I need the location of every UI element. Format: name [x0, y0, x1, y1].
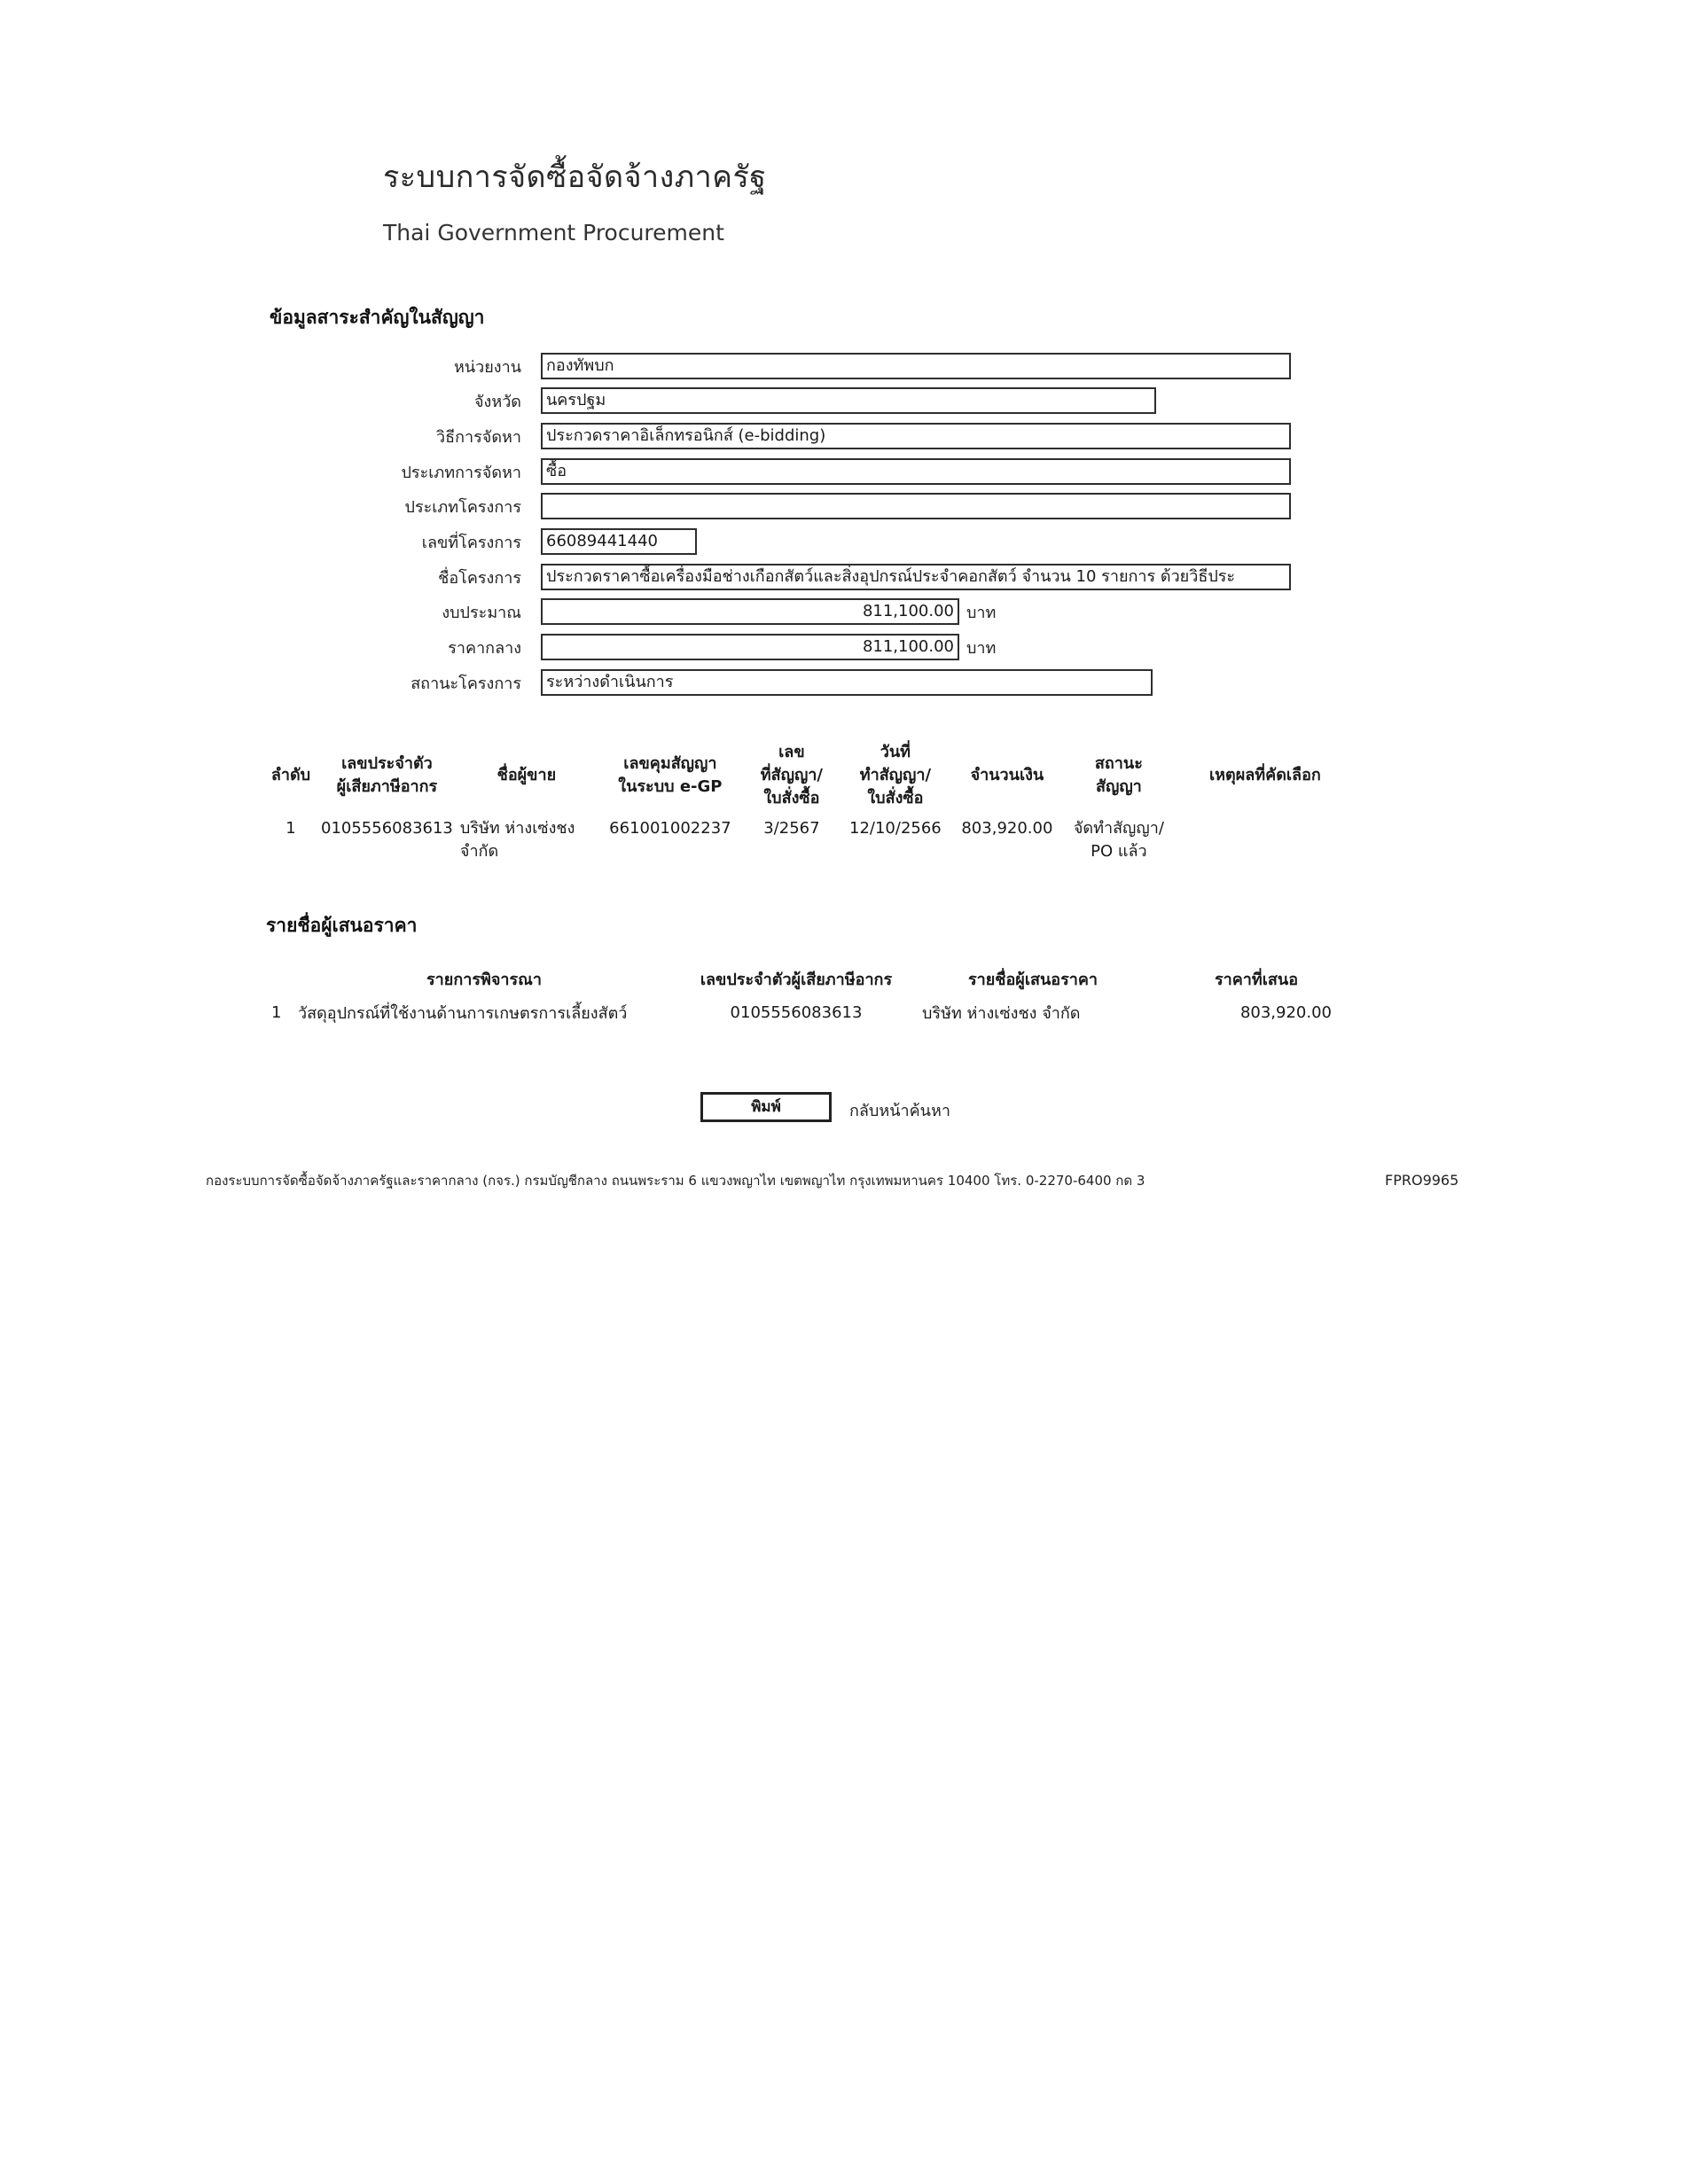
procurement-type-row: [266, 456, 1291, 487]
contract-info-heading: ข้อมูลสาระสำคัญในสัญญา: [270, 307, 485, 328]
cell-contract-no: 3/2567: [763, 819, 820, 838]
procurement-type-field[interactable]: ซื้อ: [541, 458, 1291, 485]
back-to-search-link[interactable]: กลับหน้าค้นหา: [849, 1102, 950, 1120]
col-offer-price: ราคาที่เสนอ: [1214, 970, 1299, 989]
reference-price-unit: บาท: [966, 638, 997, 658]
col-seller: ชื่อผู้ขาย: [496, 766, 557, 784]
method-row: [266, 421, 1291, 451]
contract-table: [264, 739, 1356, 869]
project-no-row: [266, 526, 697, 557]
footer-address: กองระบบการจัดซื้อจัดจ้างภาครัฐและราคากลาง (กจร.) กรมบัญชีกลาง ถนนพระราม 6 แขวงพญาไท เขตพญาไท กรุงเทพมหานคร 10400 โทร. 0-2270-6400 กด 3: [206, 1173, 1145, 1189]
bidders-table-header: [266, 962, 1364, 995]
budget-label: งบประมาณ: [442, 603, 521, 622]
col-item: รายการพิจารณา: [426, 970, 542, 989]
project-no-field[interactable]: 66089441440: [541, 528, 697, 555]
col-contract-status: สถานะ สัญญา: [1094, 754, 1143, 796]
province-label: จังหวัด: [474, 392, 521, 411]
col-amount: จำนวนเงิน: [970, 766, 1044, 784]
reference-price-label: ราคากลาง: [448, 638, 521, 658]
bidders-heading: รายชื่อผู้เสนอราคา: [266, 915, 418, 936]
project-name-field[interactable]: ประกวดราคาซื้อเครื่องมือช่างเกือกสัตว์และสิ่งอุปกรณ์ประจำคอกสัตว์ จำนวน 10 รายการ ด้วยวิธีประ: [541, 564, 1291, 590]
col-bidder-name: รายชื่อผู้เสนอราคา: [967, 970, 1099, 989]
col-contract-no: เลข ที่สัญญา/ ใบสั่งซื้อ: [760, 743, 823, 807]
col-control-no: เลขคุมสัญญา ในระบบ e-GP: [618, 754, 723, 796]
budget-unit: บาท: [966, 603, 997, 622]
col-tax-id: เลขประจำตัว ผู้เสียภาษีอากร: [336, 754, 438, 796]
table-row: [264, 812, 1356, 869]
footer-code: FPRO9965: [1385, 1172, 1459, 1189]
province-row: [266, 386, 1156, 416]
cell-contract-date: 12/10/2566: [849, 819, 942, 838]
reference-price-row: [266, 632, 996, 662]
cell-item: วัสดุอุปกรณ์ที่ใช้งานด้านการเกษตรการเลี้ยงสัตว์: [298, 1003, 628, 1023]
page-subtitle: Thai Government Procurement: [383, 220, 724, 246]
cell-bidder-name: บริษัท ห่างเซ่งชง จำกัด: [922, 1003, 1081, 1023]
reference-price-field[interactable]: 811,100.00: [541, 634, 959, 660]
project-name-row: [266, 562, 1291, 592]
province-field[interactable]: นครปฐม: [541, 387, 1156, 414]
project-name-label: ชื่อโครงการ: [438, 568, 521, 588]
col-bidder-tax-id: เลขประจำตัวผู้เสียภาษีอากร: [700, 970, 893, 989]
project-status-field[interactable]: ระหว่างดำเนินการ: [541, 669, 1153, 696]
project-type-row: [266, 491, 1291, 521]
method-field[interactable]: ประกวดราคาอิเล็กทรอนิกส์ (e-bidding): [541, 423, 1291, 449]
agency-label: หน่วยงาน: [453, 357, 521, 377]
procurement-type-label: ประเภทการจัดหา: [401, 463, 521, 482]
bidders-table: [266, 962, 1364, 1029]
print-button[interactable]: พิมพ์: [700, 1092, 832, 1122]
col-selection-reason: เหตุผลที่คัดเลือก: [1209, 766, 1321, 784]
cell-amount: 803,920.00: [961, 819, 1053, 838]
cell-bidder-seq: 1: [271, 1002, 282, 1022]
contract-table-header: [264, 739, 1356, 812]
project-status-label: สถานะโครงการ: [410, 674, 521, 693]
cell-bidder-tax-id: 0105556083613: [730, 1002, 863, 1022]
col-bidder-seq: [266, 962, 293, 995]
cell-offer-price: 803,920.00: [1239, 1002, 1332, 1022]
cell-selection-reason: [1175, 812, 1356, 869]
col-contract-date: วันที่ ทำสัญญา/ ใบสั่งซื้อ: [859, 743, 932, 807]
method-label: วิธีการจัดหา: [436, 427, 521, 447]
project-type-field[interactable]: [541, 493, 1291, 519]
cell-contract-status: จัดทำสัญญา/ PO แล้ว: [1073, 819, 1164, 861]
table-row: [266, 995, 1364, 1029]
cell-tax-id: 0105556083613: [321, 819, 453, 838]
budget-field[interactable]: 811,100.00: [541, 598, 959, 625]
agency-field[interactable]: กองทัพบก: [541, 353, 1291, 379]
project-no-label: เลขที่โครงการ: [421, 533, 521, 552]
col-seq: ลำดับ: [270, 766, 311, 784]
cell-control-no: 661001002237: [609, 819, 731, 838]
project-type-label: ประเภทโครงการ: [404, 497, 521, 517]
project-status-row: [266, 667, 1153, 698]
page-title: ระบบการจัดซื้อจัดจ้างภาครัฐ: [383, 160, 767, 195]
agency-row: [266, 351, 1291, 381]
cell-seq: 1: [285, 819, 296, 838]
cell-seller: บริษัท ห่างเซ่งชง จำกัด: [459, 819, 575, 861]
budget-row: [266, 597, 996, 627]
